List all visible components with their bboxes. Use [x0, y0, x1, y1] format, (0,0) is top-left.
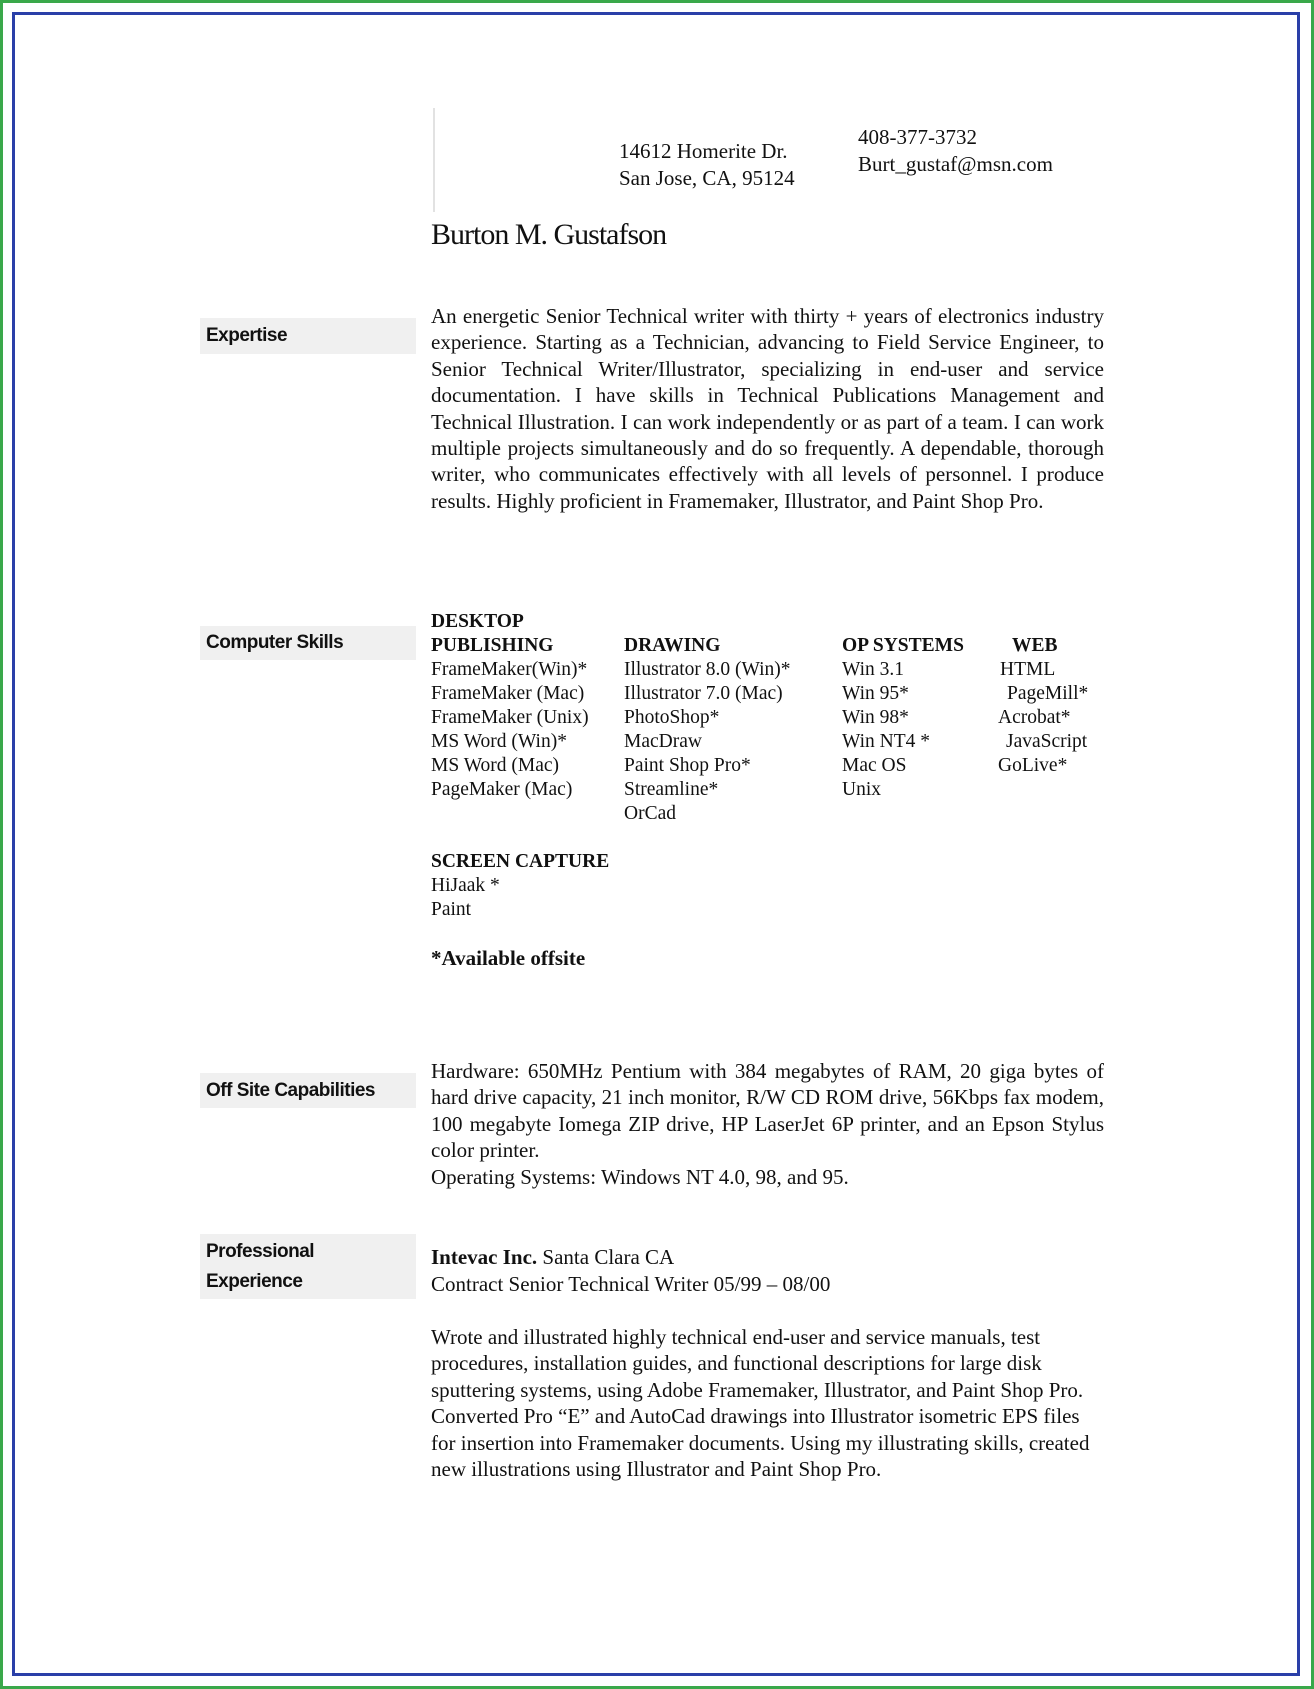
company-location: Santa Clara CA	[537, 1245, 675, 1269]
list-item: MacDraw	[624, 731, 702, 752]
list-item: HiJaak *	[431, 875, 500, 896]
desktop-heading-1: DESKTOP	[431, 611, 524, 632]
desktop-publishing-column	[431, 610, 589, 802]
phone-number: 408-377-3732	[858, 125, 977, 149]
list-item: Illustrator 8.0 (Win)*	[624, 659, 791, 680]
job-header	[431, 1244, 1111, 1270]
list-item: GoLive*	[998, 755, 1068, 776]
web-heading: WEB	[1012, 635, 1058, 656]
offsite-os-text: Operating Systems: Windows NT 4.0, 98, and 95.	[431, 1165, 849, 1189]
list-item: Paint	[431, 899, 472, 920]
drawing-column	[624, 634, 791, 826]
list-item: Paint Shop Pro*	[624, 755, 751, 776]
list-item: Illustrator 7.0 (Mac)	[624, 683, 783, 704]
address-block	[619, 138, 795, 192]
company-name: Intevac Inc.	[431, 1245, 538, 1269]
list-item: PhotoShop*	[624, 707, 720, 728]
expertise-text: An energetic Senior Technical writer with thirty + years of electronics industry experience. Starting as a Technician, advancing to Field Service Engineer, to Senior Technical Writer/Illustrator, specializing in end-user and service documentation. I have skills in Technical Publications Management and Technical Illustration. I can work independently or as part of a team. I can work multiple projects simultaneously and do so frequently. A dependable, thorough writer, who communicates effectively with all levels of personnel. I produce results. Highly proficient in Framemaker, Illustrator, and Paint Shop Pro.	[431, 304, 1104, 513]
job-description: Wrote and illustrated highly technical end-user and service manuals, test procedures, installation guides, and functional descriptions for large disk sputtering systems, using Adobe Framemaker, Illustrator, and Paint Shop Pro. Converted Pro “E” and AutoCad drawings into Illustrator isometric EPS files for insertion into Framemaker documents. Using my illustrating skills, created new illustrations using Illustrator and Paint Shop Pro.	[431, 1325, 1090, 1482]
list-item: PageMaker (Mac)	[431, 779, 573, 800]
screen-capture-column	[431, 850, 609, 922]
list-item: FrameMaker (Mac)	[431, 683, 585, 704]
offsite-hardware-text: Hardware: 650MHz Pentium with 384 megabytes of RAM, 20 giga bytes of hard drive capacity, 21 inch monitor, R/W CD ROM drive, 56Kbps fax modem, 100 megabyte Iomega ZIP drive, HP LaserJet 6P printer, and an Epson Stylus color printer.	[431, 1059, 1104, 1163]
op-systems-heading: OP SYSTEMS	[842, 635, 964, 656]
experience-label-line-1: Professional	[206, 1241, 315, 1262]
desktop-heading-2: PUBLISHING	[431, 635, 554, 656]
list-item: Win NT4 *	[842, 731, 931, 752]
list-item: OrCad	[624, 803, 676, 824]
list-item: Mac OS	[842, 755, 907, 776]
address-line-2: San Jose, CA, 95124	[619, 166, 795, 190]
email-address: Burt_gustaf@msn.com	[858, 152, 1053, 176]
section-label-experience	[200, 1234, 416, 1299]
available-offsite-note: *Available offsite	[431, 946, 586, 970]
list-item: JavaScript	[1006, 731, 1088, 752]
section-label-expertise: Expertise	[200, 318, 416, 354]
contact-block	[858, 124, 1053, 178]
list-item: FrameMaker(Win)*	[431, 659, 588, 680]
section-label-computer-skills: Computer Skills	[200, 626, 416, 660]
list-item: MS Word (Mac)	[431, 755, 560, 776]
screen-capture-heading: SCREEN CAPTURE	[431, 851, 610, 872]
list-item: Unix	[842, 779, 881, 800]
drawing-heading: DRAWING	[624, 635, 721, 656]
header-divider	[433, 108, 435, 212]
op-systems-column	[842, 634, 964, 802]
candidate-name: Burton M. Gustafson	[431, 218, 667, 251]
list-item: Win 95*	[842, 683, 909, 704]
section-label-offsite: Off Site Capabilities	[200, 1073, 416, 1108]
list-item: Acrobat*	[998, 707, 1071, 728]
list-item: HTML	[1000, 659, 1056, 680]
web-column	[998, 634, 1088, 778]
list-item: Streamline*	[624, 779, 719, 800]
address-line-1: 14612 Homerite Dr.	[619, 139, 788, 163]
job-role: Contract Senior Technical Writer 05/99 – 08/00	[431, 1272, 831, 1296]
list-item: FrameMaker (Unix)	[431, 707, 589, 728]
list-item: PageMill*	[1007, 683, 1089, 704]
list-item: MS Word (Win)*	[431, 731, 567, 752]
experience-label-line-2: Experience	[206, 1271, 303, 1292]
list-item: Win 3.1	[842, 659, 905, 680]
list-item: Win 98*	[842, 707, 909, 728]
